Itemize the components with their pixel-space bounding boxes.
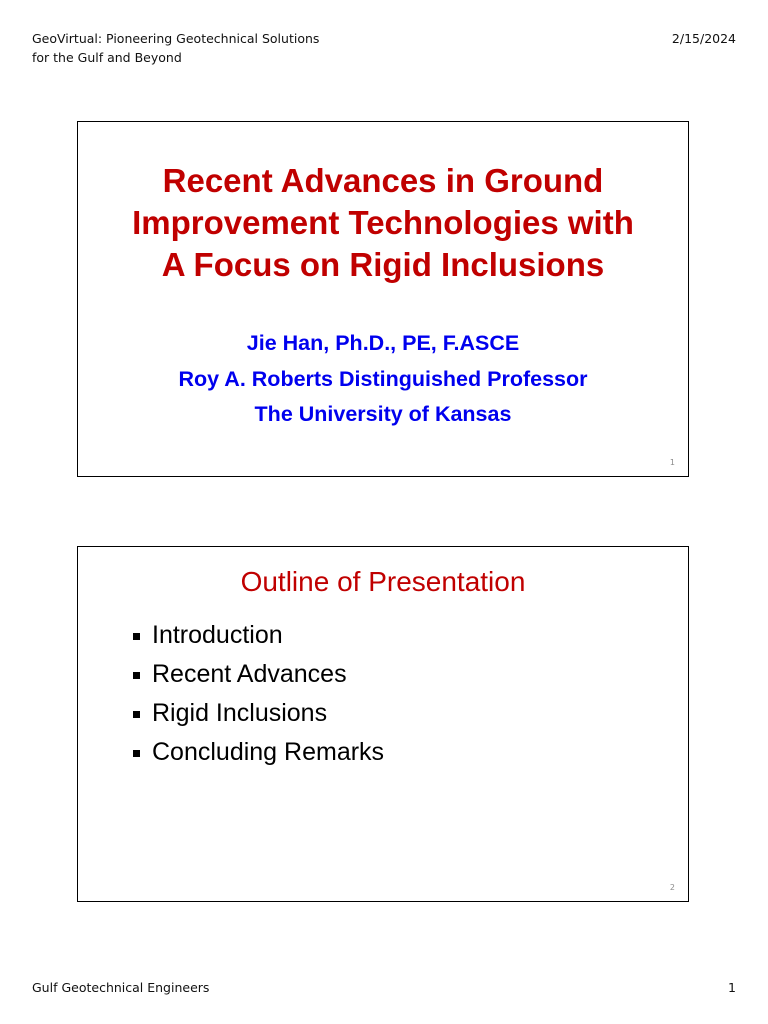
footer-page-number: 1	[728, 980, 736, 995]
page-header-left	[32, 29, 319, 67]
author-affiliation: The University of Kansas	[254, 402, 512, 426]
slide-2-title: Outline of Presentation	[240, 566, 526, 597]
slide-2-number: 2	[669, 883, 675, 892]
header-date: 2/15/2024	[671, 31, 736, 46]
footer-organization: Gulf Geotechnical Engineers	[32, 980, 210, 995]
slide-1-title-slide	[77, 121, 689, 477]
outline-bullet-item	[133, 694, 384, 733]
outline-bullet-text: Rigid Inclusions	[152, 699, 328, 727]
square-bullet-icon	[133, 711, 140, 718]
slide-1-title-line2: Improvement Technologies with	[132, 204, 634, 241]
square-bullet-icon	[133, 633, 140, 640]
slide-1-title-line3: A Focus on Rigid Inclusions	[161, 246, 605, 283]
slide-1-title	[78, 160, 688, 286]
outline-bullet-list	[133, 616, 384, 772]
author-position: Roy A. Roberts Distinguished Professor	[178, 366, 588, 391]
outline-bullet-text: Concluding Remarks	[152, 738, 385, 766]
header-event-title-line1: GeoVirtual: Pioneering Geotechnical Solutions	[32, 31, 320, 46]
square-bullet-icon	[133, 750, 140, 757]
outline-bullet-item	[133, 655, 384, 694]
outline-bullet-item	[133, 616, 384, 655]
outline-bullet-text: Recent Advances	[152, 660, 347, 688]
outline-bullet-item	[133, 733, 384, 772]
slide-2-outline-slide	[77, 546, 689, 902]
outline-bullet-text: Introduction	[152, 621, 283, 649]
slide-1-number: 1	[669, 458, 675, 467]
square-bullet-icon	[133, 672, 140, 679]
slide-1-title-line1: Recent Advances in Ground	[162, 162, 604, 199]
slide-1-author-block	[78, 326, 688, 433]
author-name: Jie Han, Ph.D., PE, F.ASCE	[246, 331, 520, 355]
header-event-title-line2: for the Gulf and Beyond	[32, 50, 182, 65]
